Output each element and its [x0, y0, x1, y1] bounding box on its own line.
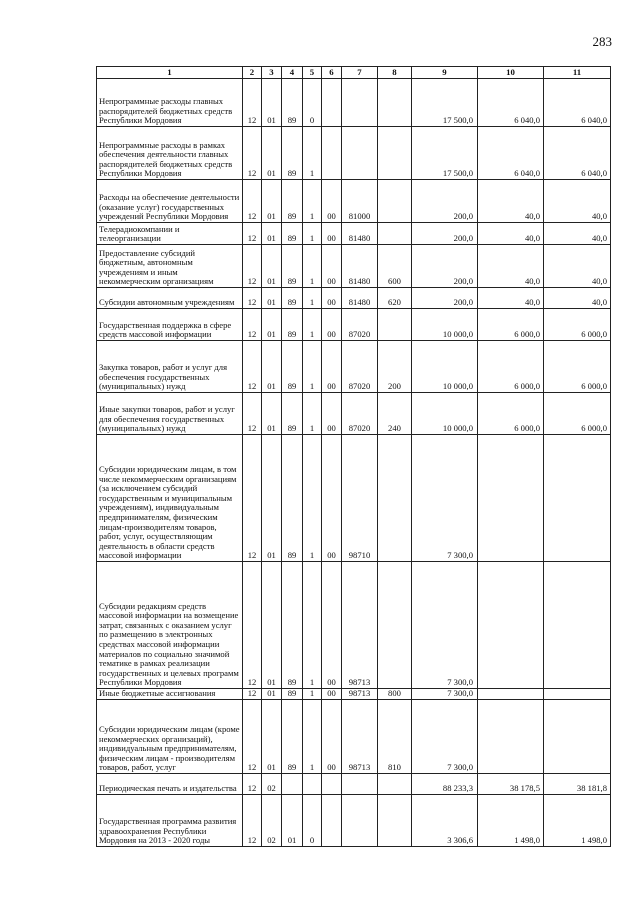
amount-col-10-cell: 1 498,0 — [478, 795, 544, 847]
direction-code-cell — [322, 127, 342, 180]
subprogram-code-cell: 1 — [303, 341, 322, 393]
section-code-cell: 12 — [243, 341, 262, 393]
subsection-code-cell: 01 — [262, 288, 282, 309]
target-article-cell: 81480 — [342, 245, 378, 288]
direction-code-cell: 00 — [322, 393, 342, 435]
amount-col-10-cell: 6 000,0 — [478, 393, 544, 435]
header-col-5: 5 — [303, 67, 322, 79]
program-code-cell: 89 — [282, 341, 303, 393]
amount-col-10-cell: 38 178,5 — [478, 774, 544, 795]
target-article-cell: 98713 — [342, 700, 378, 774]
amount-col-9-cell: 200,0 — [412, 223, 478, 245]
section-code-cell: 12 — [243, 223, 262, 245]
amount-col-9-cell: 17 500,0 — [412, 79, 478, 127]
target-article-cell: 87020 — [342, 309, 378, 341]
subprogram-code-cell — [303, 774, 322, 795]
expense-type-cell — [378, 309, 412, 341]
amount-col-9-cell: 200,0 — [412, 288, 478, 309]
subprogram-code-cell: 1 — [303, 288, 322, 309]
amount-col-9-cell: 10 000,0 — [412, 393, 478, 435]
amount-col-11-cell: 40,0 — [544, 245, 611, 288]
table-row — [97, 245, 611, 288]
row-name-cell: Предоставление субсидий бюджетным, автономным учреждениям и иным некоммерческим организациям — [97, 245, 243, 288]
amount-col-11-cell: 40,0 — [544, 223, 611, 245]
target-article-cell — [342, 127, 378, 180]
subprogram-code-cell: 1 — [303, 245, 322, 288]
target-article-cell: 81480 — [342, 288, 378, 309]
row-name-cell: Субсидии редакциям средств массовой информации на возмещение затрат, связанных с оказанием услуг по размещению в электронных средствах массовой информации материалов по социально значимой тематике в рамках реализации государственных и целевых программ Республики Мордовия — [97, 562, 243, 689]
row-name-cell: Закупка товаров, работ и услуг для обеспечения государственных (муниципальных) нужд — [97, 341, 243, 393]
program-code-cell — [282, 774, 303, 795]
expense-type-cell — [378, 180, 412, 223]
table-row — [97, 393, 611, 435]
subsection-code-cell: 01 — [262, 341, 282, 393]
expense-type-cell: 200 — [378, 341, 412, 393]
row-name-cell: Государственная поддержка в сфере средств массовой информации — [97, 309, 243, 341]
amount-col-10-cell: 6 040,0 — [478, 127, 544, 180]
amount-col-11-cell — [544, 700, 611, 774]
header-col-8: 8 — [378, 67, 412, 79]
table-row — [97, 79, 611, 127]
section-code-cell: 12 — [243, 180, 262, 223]
amount-col-9-cell: 3 306,6 — [412, 795, 478, 847]
amount-col-9-cell: 10 000,0 — [412, 309, 478, 341]
direction-code-cell: 00 — [322, 288, 342, 309]
amount-col-9-cell: 7 300,0 — [412, 435, 478, 562]
section-code-cell: 12 — [243, 435, 262, 562]
header-col-3: 3 — [262, 67, 282, 79]
expense-type-cell: 810 — [378, 700, 412, 774]
direction-code-cell: 00 — [322, 435, 342, 562]
table-row — [97, 223, 611, 245]
subsection-code-cell: 01 — [262, 700, 282, 774]
amount-col-11-cell — [544, 562, 611, 689]
program-code-cell: 89 — [282, 223, 303, 245]
amount-col-11-cell: 1 498,0 — [544, 795, 611, 847]
direction-code-cell — [322, 774, 342, 795]
section-code-cell: 12 — [243, 795, 262, 847]
target-article-cell: 87020 — [342, 393, 378, 435]
budget-table — [96, 66, 611, 847]
amount-col-11-cell: 38 181,8 — [544, 774, 611, 795]
amount-col-10-cell — [478, 435, 544, 562]
amount-col-9-cell: 17 500,0 — [412, 127, 478, 180]
header-col-10: 10 — [478, 67, 544, 79]
table-row — [97, 127, 611, 180]
row-name-cell: Периодическая печать и издательства — [97, 774, 243, 795]
section-code-cell: 12 — [243, 288, 262, 309]
table-row — [97, 288, 611, 309]
amount-col-11-cell: 6 040,0 — [544, 127, 611, 180]
amount-col-9-cell: 200,0 — [412, 180, 478, 223]
direction-code-cell — [322, 79, 342, 127]
subsection-code-cell: 01 — [262, 435, 282, 562]
program-code-cell: 89 — [282, 689, 303, 700]
direction-code-cell: 00 — [322, 562, 342, 689]
direction-code-cell: 00 — [322, 180, 342, 223]
row-name-cell: Непрограммные расходы в рамках обеспечения деятельности главных распорядителей бюджетных средств Республики Мордовия — [97, 127, 243, 180]
header-row — [97, 67, 611, 79]
table-row — [97, 700, 611, 774]
subprogram-code-cell: 1 — [303, 393, 322, 435]
amount-col-10-cell: 40,0 — [478, 245, 544, 288]
amount-col-10-cell: 6 000,0 — [478, 309, 544, 341]
table-body — [97, 79, 611, 847]
subsection-code-cell: 01 — [262, 309, 282, 341]
expense-type-cell — [378, 127, 412, 180]
expense-type-cell — [378, 79, 412, 127]
expense-type-cell: 600 — [378, 245, 412, 288]
amount-col-10-cell: 40,0 — [478, 288, 544, 309]
subprogram-code-cell: 1 — [303, 435, 322, 562]
table-row — [97, 309, 611, 341]
row-name-cell: Расходы на обеспечение деятельности (оказание услуг) государственных учреждений Республики Мордовия — [97, 180, 243, 223]
program-code-cell: 89 — [282, 309, 303, 341]
page-number: 283 — [592, 34, 612, 49]
direction-code-cell: 00 — [322, 689, 342, 700]
row-name-cell: Субсидии юридическим лицам (кроме некоммерческих организаций), индивидуальным предпринимателям, физическим лицам - производителям товаров, работ, услуг — [97, 700, 243, 774]
row-name-cell: Иные бюджетные ассигнования — [97, 689, 243, 700]
subsection-code-cell: 01 — [262, 223, 282, 245]
amount-col-9-cell: 10 000,0 — [412, 341, 478, 393]
header-col-9: 9 — [412, 67, 478, 79]
section-code-cell: 12 — [243, 774, 262, 795]
amount-col-10-cell — [478, 689, 544, 700]
expense-type-cell — [378, 795, 412, 847]
table-row — [97, 180, 611, 223]
subsection-code-cell: 02 — [262, 795, 282, 847]
subsection-code-cell: 01 — [262, 393, 282, 435]
target-article-cell — [342, 79, 378, 127]
target-article-cell: 81480 — [342, 223, 378, 245]
row-name-cell: Иные закупки товаров, работ и услуг для обеспечения государственных (муниципальных) нужд — [97, 393, 243, 435]
amount-col-10-cell: 6 040,0 — [478, 79, 544, 127]
subprogram-code-cell: 1 — [303, 223, 322, 245]
amount-col-9-cell: 7 300,0 — [412, 700, 478, 774]
header-col-1: 1 — [97, 67, 243, 79]
amount-col-11-cell: 6 000,0 — [544, 393, 611, 435]
section-code-cell: 12 — [243, 127, 262, 180]
table-row — [97, 689, 611, 700]
expense-type-cell — [378, 223, 412, 245]
subprogram-code-cell: 1 — [303, 127, 322, 180]
amount-col-11-cell: 6 040,0 — [544, 79, 611, 127]
amount-col-10-cell — [478, 700, 544, 774]
section-code-cell: 12 — [243, 309, 262, 341]
direction-code-cell: 00 — [322, 309, 342, 341]
subprogram-code-cell: 1 — [303, 562, 322, 689]
header-col-7: 7 — [342, 67, 378, 79]
row-name-cell: Субсидии автономным учреждениям — [97, 288, 243, 309]
target-article-cell: 98713 — [342, 689, 378, 700]
direction-code-cell: 00 — [322, 341, 342, 393]
direction-code-cell: 00 — [322, 245, 342, 288]
row-name-cell: Государственная программа развития здравоохранения Республики Мордовия на 2013 - 2020 годы — [97, 795, 243, 847]
program-code-cell: 89 — [282, 127, 303, 180]
target-article-cell: 98713 — [342, 562, 378, 689]
program-code-cell: 89 — [282, 245, 303, 288]
subsection-code-cell: 01 — [262, 127, 282, 180]
direction-code-cell: 00 — [322, 223, 342, 245]
subprogram-code-cell: 1 — [303, 689, 322, 700]
amount-col-11-cell: 40,0 — [544, 288, 611, 309]
expense-type-cell: 620 — [378, 288, 412, 309]
section-code-cell: 12 — [243, 79, 262, 127]
header-col-11: 11 — [544, 67, 611, 79]
expense-type-cell: 800 — [378, 689, 412, 700]
subsection-code-cell: 01 — [262, 180, 282, 223]
program-code-cell: 89 — [282, 79, 303, 127]
section-code-cell: 12 — [243, 562, 262, 689]
program-code-cell: 89 — [282, 180, 303, 223]
amount-col-11-cell: 6 000,0 — [544, 309, 611, 341]
target-article-cell: 87020 — [342, 341, 378, 393]
table-row — [97, 341, 611, 393]
header-col-6: 6 — [322, 67, 342, 79]
section-code-cell: 12 — [243, 700, 262, 774]
program-code-cell: 01 — [282, 795, 303, 847]
target-article-cell: 98710 — [342, 435, 378, 562]
subprogram-code-cell: 1 — [303, 700, 322, 774]
expense-type-cell — [378, 774, 412, 795]
target-article-cell — [342, 795, 378, 847]
subsection-code-cell: 01 — [262, 689, 282, 700]
amount-col-11-cell — [544, 435, 611, 562]
subprogram-code-cell: 0 — [303, 795, 322, 847]
row-name-cell: Непрограммные расходы главных распорядителей бюджетных средств Республики Мордовия — [97, 79, 243, 127]
subprogram-code-cell: 1 — [303, 309, 322, 341]
expense-type-cell — [378, 562, 412, 689]
table-row — [97, 774, 611, 795]
subprogram-code-cell: 0 — [303, 79, 322, 127]
amount-col-11-cell — [544, 689, 611, 700]
amount-col-10-cell: 6 000,0 — [478, 341, 544, 393]
expense-type-cell — [378, 435, 412, 562]
expense-type-cell: 240 — [378, 393, 412, 435]
section-code-cell: 12 — [243, 245, 262, 288]
program-code-cell: 89 — [282, 562, 303, 689]
amount-col-9-cell: 7 300,0 — [412, 689, 478, 700]
target-article-cell — [342, 774, 378, 795]
program-code-cell: 89 — [282, 435, 303, 562]
program-code-cell: 89 — [282, 288, 303, 309]
subsection-code-cell: 01 — [262, 79, 282, 127]
row-name-cell: Телерадиокомпании и телеорганизации — [97, 223, 243, 245]
subprogram-code-cell: 1 — [303, 180, 322, 223]
amount-col-10-cell — [478, 562, 544, 689]
subsection-code-cell: 02 — [262, 774, 282, 795]
subsection-code-cell: 01 — [262, 562, 282, 689]
section-code-cell: 12 — [243, 689, 262, 700]
direction-code-cell — [322, 795, 342, 847]
amount-col-9-cell: 88 233,3 — [412, 774, 478, 795]
table-row — [97, 795, 611, 847]
amount-col-10-cell: 40,0 — [478, 223, 544, 245]
program-code-cell: 89 — [282, 393, 303, 435]
amount-col-9-cell: 200,0 — [412, 245, 478, 288]
row-name-cell: Субсидии юридическим лицам, в том числе некоммерческим организациям (за исключением субсидий государственным и муниципальным учреждениям), индивидуальным предпринимателям, физическим лицам-производителям товаров, работ, услуг, осуществляющим деятельность в области средств массовой информации — [97, 435, 243, 562]
header-col-4: 4 — [282, 67, 303, 79]
table-row — [97, 562, 611, 689]
subsection-code-cell: 01 — [262, 245, 282, 288]
header-col-2: 2 — [243, 67, 262, 79]
direction-code-cell: 00 — [322, 700, 342, 774]
table-row — [97, 435, 611, 562]
target-article-cell: 81000 — [342, 180, 378, 223]
amount-col-11-cell: 6 000,0 — [544, 341, 611, 393]
amount-col-11-cell: 40,0 — [544, 180, 611, 223]
amount-col-9-cell: 7 300,0 — [412, 562, 478, 689]
program-code-cell: 89 — [282, 700, 303, 774]
section-code-cell: 12 — [243, 393, 262, 435]
amount-col-10-cell: 40,0 — [478, 180, 544, 223]
